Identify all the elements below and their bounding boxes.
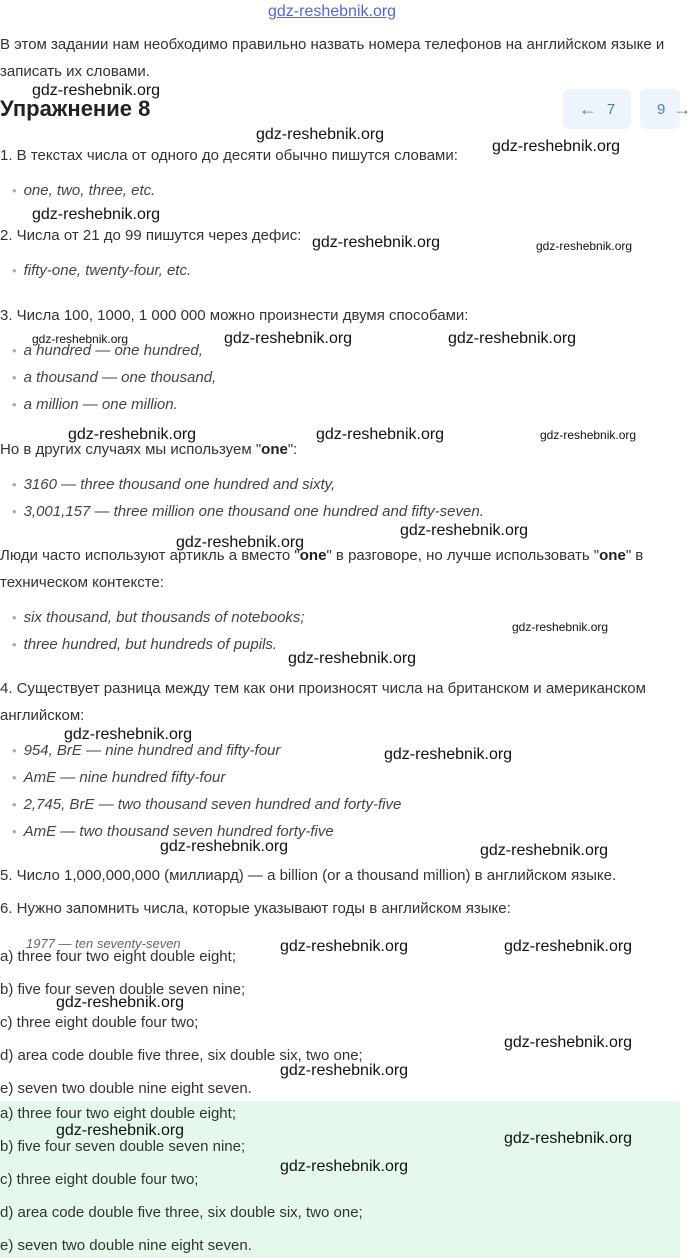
watermark: gdz-reshebnik.org (280, 938, 409, 955)
watermark: gdz-reshebnik.org (312, 234, 441, 251)
rule-2-text: 2. Числа от 21 до 99 пишутся через дефис: (0, 227, 302, 244)
list-item: • a hundred — one hundred, (12, 342, 203, 359)
rule-5-text: 5. Число 1,000,000,000 (миллиард) — a billion (or a thousand million) в английском языке. (0, 867, 617, 884)
watermark: gdz-reshebnik.org (32, 332, 129, 346)
watermark: gdz-reshebnik.org (480, 842, 609, 859)
answer-highlighted-line: e) seven two double nine eight seven. (0, 1237, 252, 1254)
list-item: • 3,001,157 — three million one thousand one hundred and fifty-seven. (12, 503, 484, 520)
page-title: Упражнение 8 (0, 96, 151, 121)
answer-line: a) three four two eight double eight; (0, 948, 236, 965)
rule-1-text: 1. В текстах числа от одного до десяти обычно пишутся словами: (0, 147, 458, 164)
answer-highlighted-line: a) three four two eight double eight; (0, 1105, 236, 1122)
list-item: • three hundred, but hundreds of pupils. (12, 636, 277, 653)
rule-3b-text: Но в других случаях мы используем "one": (0, 441, 298, 458)
watermark: gdz-reshebnik.org (492, 138, 621, 155)
rule-6-text: 6. Нужно запомнить числа, которые указывают годы в английском языке: (0, 900, 511, 917)
watermark: gdz-reshebnik.org (288, 650, 417, 667)
next-exercise-label: 9 (657, 100, 666, 118)
prev-exercise-label: 7 (606, 100, 616, 118)
rule-4-text: 4. Существует разница между тем как они произносят числа на британском и американском английском: (0, 680, 646, 724)
watermark: gdz-reshebnik.org (512, 620, 609, 634)
watermark: gdz-reshebnik.org (160, 838, 289, 855)
list-item: • AmE — nine hundred fifty-four (12, 769, 225, 786)
intro-text: В этом задании нам необходимо правильно назвать номера телефонов на английском языке и записать их словами. (0, 36, 665, 80)
cut-off-list-item: 1977 — ten seventy-seven (26, 936, 181, 951)
watermark: gdz-reshebnik.org (400, 522, 529, 539)
rule-3-text: 3. Числа 100, 1000, 1 000 000 можно произнести двумя способами: (0, 307, 469, 324)
watermark: gdz-reshebnik.org (448, 330, 577, 347)
list-item: • 2,745, BrE — two thousand seven hundred and forty-five (12, 796, 401, 813)
watermark: gdz-reshebnik.org (56, 994, 185, 1011)
list-item: • six thousand, but thousands of notebooks; (12, 609, 305, 626)
watermark: gdz-reshebnik.org (540, 428, 637, 442)
watermark: gdz-reshebnik.org (504, 1130, 633, 1147)
watermark: gdz-reshebnik.org (56, 1122, 185, 1139)
watermark: gdz-reshebnik.org (504, 938, 633, 955)
arrow-left-icon: ← (578, 98, 597, 119)
list-item: • 3160 — three thousand one hundred and sixty, (12, 476, 335, 493)
answer-line: b) five four seven double seven nine; (0, 981, 246, 998)
watermark: gdz-reshebnik.org (64, 726, 193, 743)
list-item: • a thousand — one thousand, (12, 369, 216, 386)
watermark: gdz-reshebnik.org (32, 82, 161, 99)
next-exercise-button[interactable] (640, 89, 691, 129)
watermark: gdz-reshebnik.org (224, 330, 353, 347)
top-watermark-link[interactable]: gdz-reshebnik.org (268, 3, 397, 20)
watermark: gdz-reshebnik.org (68, 426, 197, 443)
watermark: gdz-reshebnik.org (536, 239, 633, 253)
list-item: • one, two, three, etc. (12, 182, 155, 199)
arrow-right-icon: → (673, 98, 691, 119)
list-item: • fifty-one, twenty-four, etc. (12, 262, 191, 279)
answer-line: e) seven two double nine eight seven. (0, 1080, 252, 1097)
list-item: • 954, BrE — nine hundred and fifty-four (12, 742, 280, 759)
prev-exercise-button[interactable] (563, 89, 631, 129)
rule-3c-text: Люди часто используют артикль a вместо "one" в разговоре, но лучше использовать "one" в техническом контексте: (0, 547, 644, 591)
watermark: gdz-reshebnik.org (316, 426, 445, 443)
watermark: gdz-reshebnik.org (32, 206, 161, 223)
watermark: gdz-reshebnik.org (504, 1034, 633, 1051)
watermark: gdz-reshebnik.org (256, 126, 385, 143)
watermark: gdz-reshebnik.org (280, 1062, 409, 1079)
list-item: • a million — one million. (12, 396, 178, 413)
answer-highlighted-line: d) area code double five three, six double six, two one; (0, 1204, 363, 1221)
answer-line: d) area code double five three, six double six, two one; (0, 1047, 363, 1064)
watermark: gdz-reshebnik.org (384, 746, 513, 763)
watermark: gdz-reshebnik.org (280, 1158, 409, 1175)
answer-line: c) three eight double four two; (0, 1014, 199, 1031)
watermark: gdz-reshebnik.org (176, 534, 305, 551)
answer-highlighted-line: c) three eight double four two; (0, 1171, 199, 1188)
answer-highlighted-line: b) five four seven double seven nine; (0, 1138, 246, 1155)
list-item: • AmE — two thousand seven hundred forty-five (12, 823, 334, 840)
